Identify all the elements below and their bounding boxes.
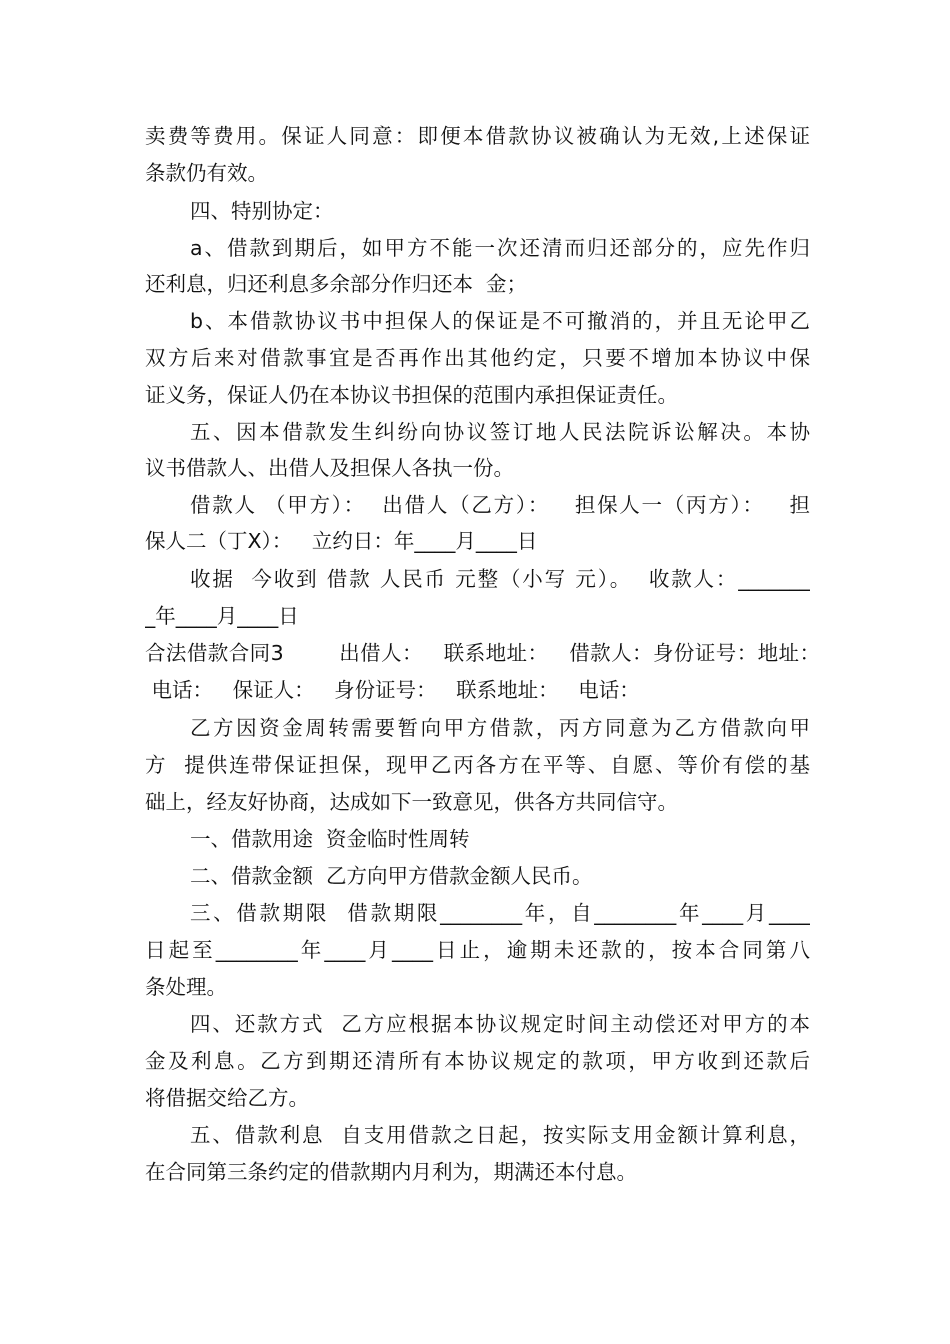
text-line: 乙方因资金周转需要暂向甲方借款，丙方同意为乙方借款向甲: [190, 716, 810, 740]
text-line: a、借款到期后，如甲方不能一次还清而归还部分的，应先作归: [190, 236, 810, 260]
party-info-line: 电话： 保证人： 身份证号： 联系地址： 电话：: [145, 678, 640, 702]
clause-line: 一、借款用途 资金临时性周转: [190, 827, 470, 851]
text-line: 日起至________年____月____日止，逾期未还款的，按本合同第八: [145, 938, 810, 962]
text-line: 条处理。: [145, 975, 227, 999]
receipt-line: 收据 今收到 借款 人民币 元整（小写 元）。 收款人：_______: [190, 567, 810, 591]
clause-line: 四、还款方式 乙方应根据本协议规定时间主动偿还对甲方的本: [190, 1012, 810, 1036]
text-line: 将借据交给乙方。: [145, 1086, 309, 1110]
text-line: 条款仍有效。: [145, 161, 268, 185]
clause-line: 五、借款利息 自支用借款之日起，按实际支用金额计算利息，: [190, 1123, 810, 1147]
text-line: 础上，经友好协商，达成如下一致意见，供各方共同信守。: [145, 790, 678, 814]
clause-line: 三、借款期限 借款期限________年，自________年____月____: [190, 901, 810, 925]
signature-line: 借款人 （甲方）： 出借人（乙方）： 担保人一（丙方）： 担: [190, 493, 810, 517]
text-line: 还利息，归还利息多余部分作归还本 金；: [145, 272, 528, 296]
section-heading: 四、特别协定：: [190, 199, 334, 223]
text-line: 双方后来对借款事宜是否再作出其他约定，只要不增加本协议中保: [145, 346, 810, 370]
text-line: b、本借款协议书中担保人的保证是不可撤消的，并且无论甲乙: [190, 309, 810, 333]
text-line: 议书借款人、出借人及担保人各执一份。: [145, 456, 514, 480]
text-line: 五、因本借款发生纠纷向协议签订地人民法院诉讼解决。本协: [190, 420, 810, 444]
text-line: 金及利息。乙方到期还清所有本协议规定的款项，甲方收到还款后: [145, 1049, 810, 1073]
contract-title-line: 合法借款合同3 出借人： 联系地址： 借款人：身份证号：地址：: [145, 641, 820, 665]
text-line: 在合同第三条约定的借款期内月利为，期满还本付息。: [145, 1160, 637, 1184]
text-line: 方 提供连带保证担保，现甲乙丙各方在平等、自愿、等价有偿的基: [145, 753, 810, 777]
clause-line: 二、借款金额 乙方向甲方借款金额人民币。: [190, 864, 593, 888]
signature-line: 保人二（丁X）： 立约日：年____月____日: [145, 529, 538, 553]
text-line: 卖费等费用。保证人同意：即便本借款协议被确认为无效,上述保证: [145, 124, 810, 148]
text-line: 证义务，保证人仍在本协议书担保的范围内承担保证责任。: [145, 383, 678, 407]
receipt-line: _年____月____日: [145, 604, 299, 628]
